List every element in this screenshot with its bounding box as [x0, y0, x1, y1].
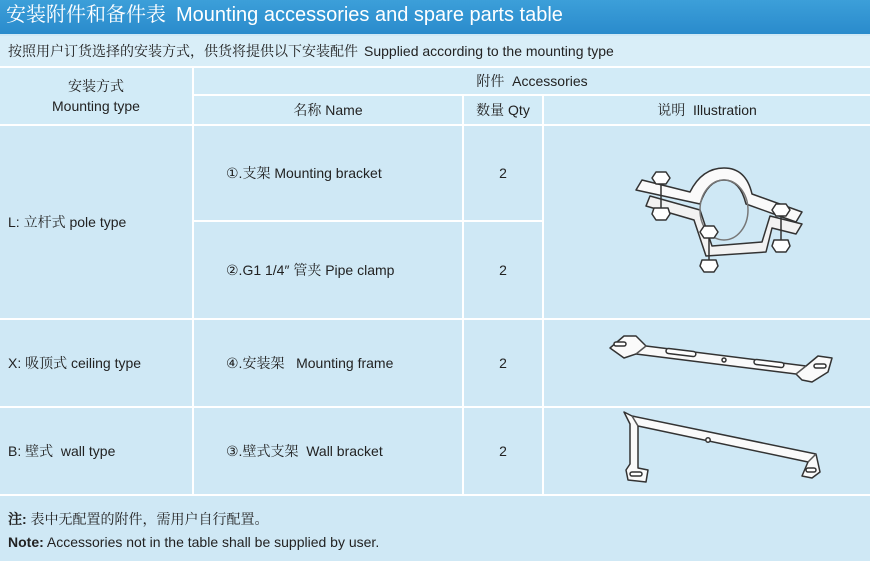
qty-pipe-clamp-value: 2 — [499, 262, 507, 278]
grid-line — [192, 68, 194, 494]
grid-line — [0, 66, 870, 68]
qty-pipe-clamp — [464, 222, 542, 318]
item-pipe-clamp — [194, 222, 462, 318]
item-wall-bracket — [194, 408, 462, 494]
header-illustration-zh: 说明 — [657, 102, 686, 118]
header-name-zh: 名称 — [293, 102, 322, 118]
grid-line — [542, 96, 544, 494]
item-pipe-clamp-label: ②.G1 1/4″ 管夹 Pipe clamp — [226, 262, 395, 278]
grid-line — [0, 494, 870, 496]
qty-mounting-frame-value: 2 — [499, 355, 507, 371]
header-mounting-type-en: Mounting type — [52, 98, 140, 114]
item-mounting-frame-label: ④.安装架 Mounting frame — [226, 355, 394, 371]
pipe-clamp-bracket-drawing — [620, 150, 820, 280]
page-title — [0, 0, 870, 34]
header-mounting-type — [0, 68, 192, 124]
header-illustration-en: Illustration — [692, 102, 757, 118]
subtitle — [0, 36, 870, 66]
mounting-type-wall — [0, 408, 192, 494]
note-zh — [8, 509, 269, 529]
mounting-type-pole — [0, 126, 192, 318]
mounting-type-pole-label: L: 立杆式 pole type — [8, 214, 127, 230]
header-qty-zh: 数量 — [476, 102, 505, 118]
grid-line — [462, 96, 464, 494]
note-en — [8, 532, 379, 552]
note-zh-text: 表中无配置的附件，需用户自行配置。 — [26, 511, 269, 527]
header-name — [194, 96, 462, 124]
qty-mounting-frame — [464, 320, 542, 406]
qty-wall-bracket — [464, 408, 542, 494]
grid-line — [194, 94, 870, 96]
item-wall-bracket-label: ③.壁式支架 Wall bracket — [226, 443, 383, 459]
wall-bracket-drawing — [616, 410, 836, 490]
title-en: Mounting accessories and spare parts table — [176, 4, 563, 26]
item-mounting-frame — [194, 320, 462, 406]
item-mounting-bracket — [194, 126, 462, 220]
header-qty-en: Qty — [508, 102, 530, 118]
mounting-type-wall-label: B: 壁式 wall type — [8, 443, 116, 459]
grid-line — [0, 318, 870, 320]
grid-line — [0, 124, 870, 126]
header-name-en: Name — [325, 102, 363, 118]
mounting-type-ceiling-label: X: 吸顶式 ceiling type — [8, 355, 142, 371]
subtitle-en: Supplied according to the mounting type — [364, 43, 614, 59]
subtitle-zh: 按照用户订货选择的安装方式，供货将提供以下安装配件 — [8, 43, 358, 59]
header-accessories-zh: 附件 — [476, 73, 505, 89]
header-mounting-type-zh: 安装方式 — [68, 78, 124, 94]
qty-mounting-bracket — [464, 126, 542, 220]
header-accessories — [194, 68, 870, 94]
title-zh: 安装附件和备件表 — [6, 4, 166, 26]
note-en-text: Accessories not in the table shall be supplied by user. — [43, 534, 380, 550]
note-zh-label: 注: — [8, 511, 27, 527]
note-en-label: Note: — [8, 534, 44, 550]
mounting-type-ceiling — [0, 320, 192, 406]
grid-line — [194, 220, 544, 222]
header-qty — [464, 96, 542, 124]
qty-wall-bracket-value: 2 — [499, 443, 507, 459]
header-accessories-en: Accessories — [512, 73, 588, 89]
item-mounting-bracket-label: ①.支架 Mounting bracket — [226, 165, 382, 181]
grid-line — [0, 406, 870, 408]
header-illustration — [544, 96, 870, 124]
mounting-frame-drawing — [606, 328, 836, 390]
qty-mounting-bracket-value: 2 — [499, 165, 507, 181]
